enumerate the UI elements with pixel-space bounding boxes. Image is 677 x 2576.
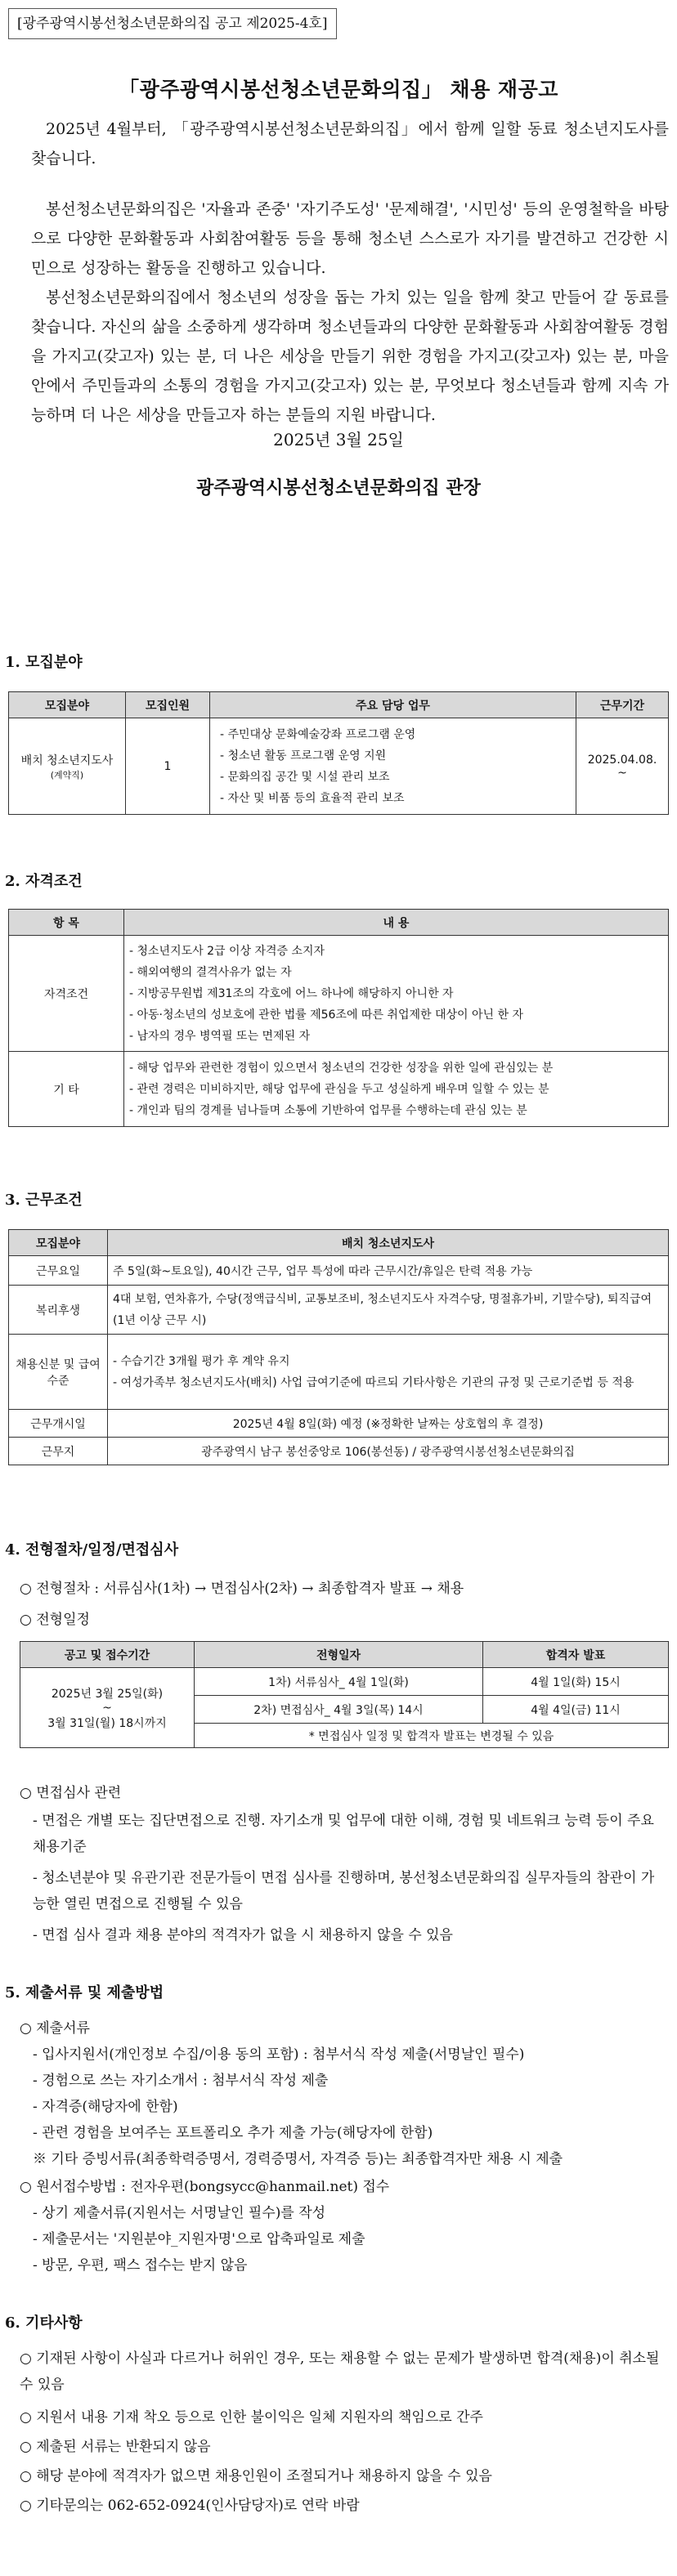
schedule-label: ○ 전형일정 [20,1612,90,1628]
section-heading-submission: 5. 제출서류 및 제출방법 [5,1984,164,2001]
page-title: 「광주광역시봉선청소년문화의집」 채용 재공고 [119,78,558,101]
stage-2: 2차) 면접심사_ 4월 3일(목) 14시 [195,1696,483,1724]
section-heading-recruitment: 1. 모집분야 [5,654,83,671]
method-label: ○ 원서접수방법 : 전자우편(bongsycc@hanmail.net) 접수 [20,2179,390,2195]
col-header-duties: 주요 담당 업무 [210,692,576,718]
schedule-note: * 면접심사 일정 및 합격자 발표는 변경될 수 있음 [195,1724,669,1748]
field-cell [9,718,126,815]
method-item: - 제출문서는 '지원분야_지원자명'으로 압축파일로 제출 [33,2231,365,2247]
workday-value: 주 5일(화~토요일), 40시간 근무, 업무 특성에 따라 근무시간/휴일은 탄력 적용 가능 [108,1256,669,1286]
document-item: - 입사지원서(개인정보 수집/이용 동의 포함) : 첨부서식 작성 제출(서명날인 필수) [33,2046,525,2063]
intro-paragraph-2: 봉선청소년문화의집은 '자율과 존중' '자기주도성' '문제해결', '시민성' 등의 운영철학을 바탕으로 다양한 문화활동과 사회참여활동 등을 통해 청소년 스스로가 자기를 발견하고 건강한 시민으로 성장하는 활동을 진행하고 있습니다. [31,200,669,277]
duty-item: - 청소년 활동 프로그램 운영 지원 [220,749,387,763]
col-header-period: 공고 및 접수기간 [20,1642,195,1668]
col-header-position: 배치 청소년지도사 [108,1230,669,1256]
conditions-table [8,1229,669,1465]
col-header-field: 모집분야 [9,692,126,718]
duty-item: - 주민대상 문화예술강좌 프로그램 운영 [220,727,416,741]
col-header-content: 내 용 [124,910,669,936]
qualification-item: - 청소년지도사 2급 이상 자격증 소지자 [129,944,325,958]
col-header-item: 항 목 [9,910,124,936]
section-heading-qualification: 2. 자격조건 [5,873,83,890]
period-tilde: ~ [617,766,627,780]
section-heading-other: 6. 기타사항 [5,2314,83,2332]
method-item: - 상기 제출서류(지원서는 서명날인 필수)를 작성 [33,2205,326,2221]
start-date-value: 2025년 4월 8일(화) 예정 (※정확한 날짜는 상호협의 후 결정) [108,1410,669,1438]
section-heading-procedure: 4. 전형절차/일정/면접심사 [5,1541,179,1559]
other-item: - 개인과 팀의 경계를 넘나들며 소통에 기반하여 업무를 수행하는데 관심 있는 분 [129,1103,527,1117]
workplace-label: 근무지 [9,1438,108,1465]
interview-item: - 면접 심사 결과 채용 분야의 적격자가 없을 시 채용하지 않을 수 있음 [33,1927,453,1943]
qualification-item: - 해외여행의 결격사유가 없는 자 [129,965,292,979]
duty-item: - 문화의집 공간 및 시설 관리 보조 [220,770,390,784]
qualification-content [124,936,669,1052]
interview-item: - 청소년분야 및 유관기관 전문가들이 면접 심사를 진행하며, 봉선청소년문화의집 실무자들의 참관이 가능한 열린 면접으로 진행될 수 있음 [33,1870,655,1912]
interview-label: ○ 면접심사 관련 [20,1785,122,1801]
workplace-value: 광주광역시 남구 봉선중앙로 106(봉선동) / 광주광역시봉선청소년문화의집 [108,1438,669,1465]
notice-number: [광주광역시봉선청소년문화의집 공고 제2025-4호] [8,8,337,39]
field-note: (계약직) [50,769,84,780]
recruitment-table [8,691,669,815]
method-item: - 방문, 우편, 팩스 접수는 받지 않음 [33,2257,248,2274]
interview-item: - 면접은 개별 또는 집단면접으로 진행. 자기소개 및 업무에 대한 이해, 경험 및 네트워크 능력 등이 주요 채용기준 [33,1813,654,1855]
qualification-item: - 지방공무원법 제31조의 각호에 어느 하나에 해당하지 아니한 자 [129,986,454,1000]
other-content [124,1052,669,1127]
qualification-item: - 남자의 경우 병역필 또는 면제된 자 [129,1029,311,1043]
welfare-value: 4대 보험, 연차휴가, 수당(정액급식비, 교통보조비, 청소년지도사 자격수당, 명절휴가비, 기말수당), 퇴직급여(1년 이상 근무 시) [108,1286,669,1335]
document-item: - 자격증(해당자에 한함) [33,2099,178,2115]
col-header-period: 근무기간 [576,692,669,718]
procedure-text: ○ 전형절차 : 서류심사(1차) → 면접심사(2차) → 최종합격자 발표 → 채용 [20,1581,464,1597]
other-item: - 해당 업무와 관련한 경험이 있으면서 청소년의 건강한 성장을 위한 일에 관심있는 분 [129,1061,554,1075]
qualification-item: - 아동·청소년의 성보호에 관한 법률 제56조에 따른 취업제한 대상이 아닌 한 자 [129,1008,523,1022]
other-item: ○ 기타문의는 062-652-0924(인사담당자)로 연락 바람 [20,2498,360,2514]
other-label: 기 타 [9,1052,124,1127]
section-heading-conditions: 3. 근무조건 [5,1192,83,1209]
welfare-label: 복리후생 [9,1286,108,1335]
document-item: - 경험으로 쓰는 자기소개서 : 첨부서식 작성 제출 [33,2073,329,2089]
status-content [108,1335,669,1410]
start-date-label: 근무개시일 [9,1410,108,1438]
period-start: 2025년 3월 25일(화) [51,1687,164,1701]
period-cell [576,718,669,815]
stage-1-result: 4월 1일(화) 15시 [483,1668,669,1696]
period-start: 2025.04.08. [587,753,657,767]
qualification-table [8,909,669,1127]
count-cell: 1 [126,718,210,815]
status-item: - 여성가족부 청소년지도사(배치) 사업 급여기준에 따르되 기타사항은 기관의 규정 및 근로기준법 등 적용 [113,1375,634,1389]
document-item: ※ 기타 증빙서류(최종학력증명서, 경력증명서, 자격증 등)는 최종합격자만 채용 시 제출 [33,2151,563,2167]
workday-label: 근무요일 [9,1256,108,1286]
schedule-table [20,1641,669,1748]
col-header-field: 모집분야 [9,1230,108,1256]
document-item: - 관련 경험을 보여주는 포트폴리오 추가 제출 가능(해당자에 한함) [33,2125,433,2141]
stage-2-result: 4월 4일(금) 11시 [483,1696,669,1724]
period-tilde: ~ [102,1701,112,1715]
other-item: - 관련 경력은 미비하지만, 해당 업무에 관심을 두고 성실하게 배우며 일할 수 있는 분 [129,1082,549,1096]
application-period [20,1668,195,1748]
col-header-result: 합격자 발표 [483,1642,669,1668]
organization-head: 광주광역시봉선청소년문화의집 관장 [196,477,481,499]
other-item: ○ 지원서 내용 기재 착오 등으로 인한 불이익은 일체 지원자의 책임으로 간주 [20,2409,483,2426]
duty-item: - 자산 및 비품 등의 효율적 관리 보조 [220,791,405,805]
status-item: - 수습기간 3개월 평가 후 계약 유지 [113,1354,290,1368]
other-item: ○ 제출된 서류는 반환되지 않음 [20,2439,211,2455]
intro-paragraph-3: 봉선청소년문화의집에서 청소년의 성장을 돕는 가치 있는 일을 함께 찾고 만들어 갈 동료를 찾습니다. 자신의 삶을 소중하게 생각하며 청소년들과의 다양한 문화활동과 사회참여활동 경험을 가지고(갖고자) 있는 분, 더 나은 세상을 만들기 위한 경험을 가지고(갖고자) 있는 분, 마을 안에서 주민들과의 소통의 경험을 가지고(갖고자) 있는 분, 무엇보다 청소년들과 함께 지속 가능하며 더 나은 세상을 만들고자 하는 분들의 지원 바랍니다. [31,288,669,424]
duties-cell [210,718,576,815]
col-header-count: 모집인원 [126,692,210,718]
field-name: 배치 청소년지도사 [20,754,114,767]
stage-1: 1차) 서류심사_ 4월 1일(화) [195,1668,483,1696]
other-item: ○ 기재된 사항이 사실과 다르거나 허위인 경우, 또는 채용할 수 없는 문제가 발생하면 합격(채용)이 취소될 수 있음 [20,2350,660,2393]
notice-date: 2025년 3월 25일 [273,430,404,449]
period-end: 3월 31일(월) 18시까지 [47,1716,167,1730]
documents-label: ○ 제출서류 [20,2020,90,2037]
qualification-label: 자격조건 [9,936,124,1052]
intro-paragraph-1: 2025년 4월부터, 「광주광역시봉선청소년문화의집」에서 함께 일할 동료 청소년지도사를 찾습니다. [31,120,669,168]
other-item: ○ 해당 분야에 적격자가 없으면 채용인원이 조절되거나 채용하지 않을 수 있음 [20,2468,492,2484]
status-label: 채용신분 및 급여수준 [9,1335,108,1410]
col-header-stage: 전형일자 [195,1642,483,1668]
